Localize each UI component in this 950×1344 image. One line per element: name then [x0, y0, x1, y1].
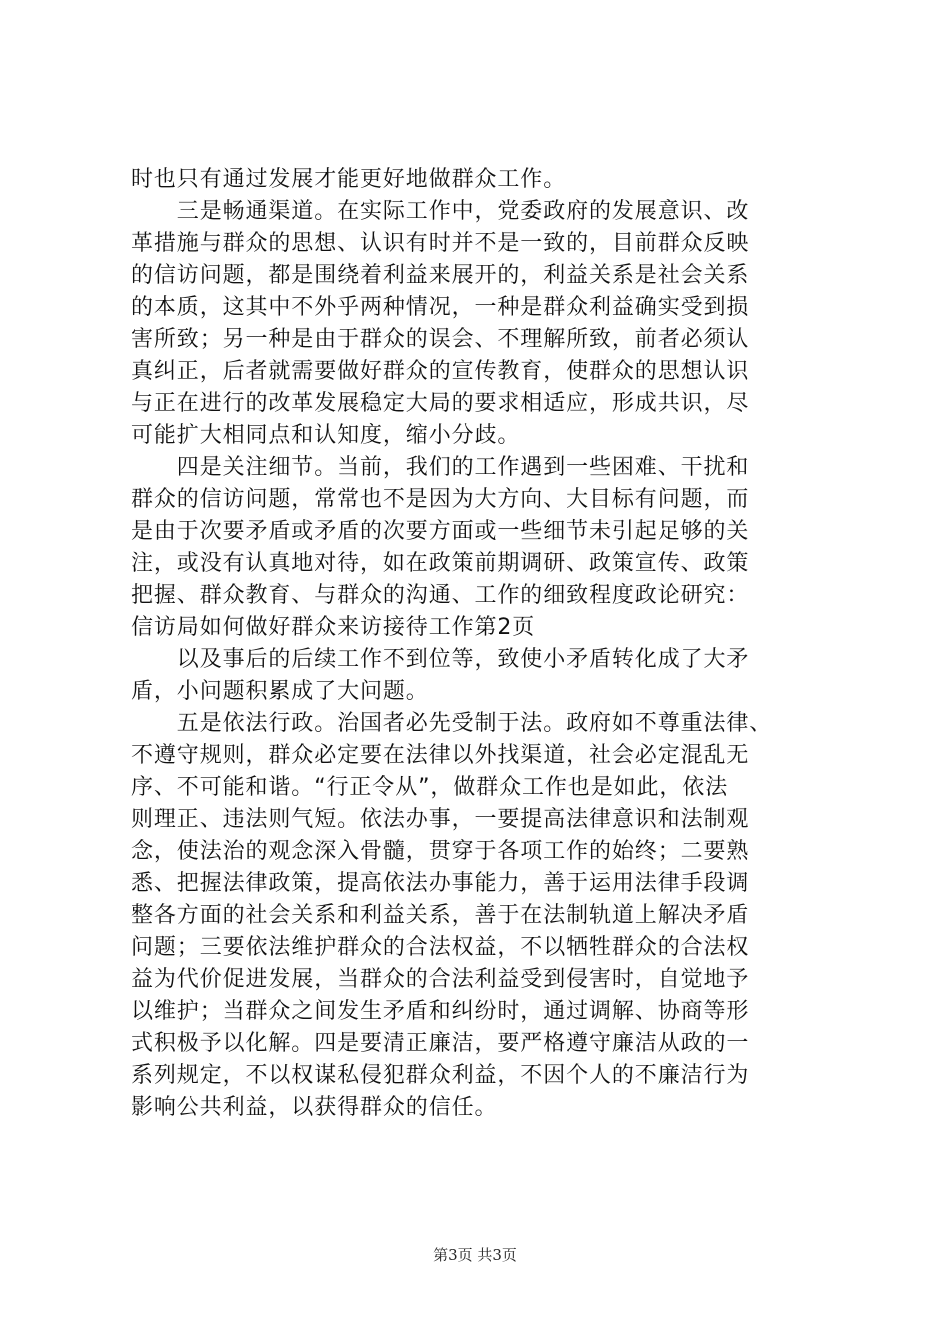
- body-text: [131, 164, 831, 1124]
- text-line: 与正在进行的改革发展稳定大局的要求相适应，形成共识，尽: [131, 391, 750, 416]
- text-line: 以及事后的后续工作不到位等，致使小矛盾转化成了大矛: [131, 647, 750, 672]
- page-footer: [0, 1244, 950, 1265]
- text-line: 问题；三要依法维护群众的合法权益，不以牺牲群众的合法权: [131, 935, 750, 960]
- text-line: 盾，小问题积累成了大问题。: [131, 679, 429, 704]
- page-number-label: 第3页 共3页: [433, 1246, 517, 1264]
- text-line: 式积极予以化解。四是要清正廉洁，要严格遵守廉洁从政的一: [131, 1031, 750, 1056]
- text-line: 注，或没有认真地对待，如在政策前期调研、政策宣传、政策: [131, 551, 750, 576]
- text-line: 把握、群众教育、与群众的沟通、工作的细致程度政论研究：: [131, 583, 750, 608]
- text-line: 的信访问题，都是围绕着利益来展开的，利益关系是社会关系: [131, 263, 750, 288]
- text-line: 系列规定，不以权谋私侵犯群众利益，不因个人的不廉洁行为: [131, 1063, 750, 1088]
- text-line: 群众的信访问题，常常也不是因为大方向、大目标有问题，而: [131, 487, 750, 512]
- text-line: 是由于次要矛盾或矛盾的次要方面或一些细节未引起足够的关: [131, 519, 750, 544]
- text-line: 不遵守规则，群众必定要在法律以外找渠道，社会必定混乱无: [131, 743, 750, 768]
- text-line: 革措施与群众的思想、认识有时并不是一致的，目前群众反映: [131, 231, 750, 256]
- text-line: 五是依法行政。治国者必先受制于法。政府如不尊重法律、: [131, 711, 773, 736]
- text-line: 念，使法治的观念深入骨髓，贯穿于各项工作的始终；二要熟: [131, 839, 750, 864]
- text-line: 时也只有通过发展才能更好地做群众工作。: [131, 167, 567, 192]
- text-line: 害所致；另一种是由于群众的误会、不理解所致，前者必须认: [131, 327, 750, 352]
- text-line: 影响公共利益，以获得群众的信任。: [131, 1095, 498, 1120]
- text-line: 四是关注细节。当前，我们的工作遇到一些困难、干扰和: [131, 455, 750, 480]
- text-line: 益为代价促进发展，当群众的合法利益受到侵害时，自觉地予: [131, 967, 750, 992]
- text-line: 序、不可能和谐。“行正令从”，做群众工作也是如此，依法: [131, 775, 729, 800]
- text-line: 的本质，这其中不外乎两种情况，一种是群众利益确实受到损: [131, 295, 750, 320]
- text-line: 三是畅通渠道。在实际工作中，党委政府的发展意识、改: [131, 199, 750, 224]
- text-line: 可能扩大相同点和认知度，缩小分歧。: [131, 423, 521, 448]
- text-line: 整各方面的社会关系和利益关系，善于在法制轨道上解决矛盾: [131, 903, 750, 928]
- text-line: 悉、把握法律政策，提高依法办事能力，善于运用法律手段调: [131, 871, 750, 896]
- text-line: 信访局如何做好群众来访接待工作第2页: [131, 615, 536, 640]
- text-line: 则理正、违法则气短。依法办事，一要提高法律意识和法制观: [131, 807, 750, 832]
- text-line: 真纠正，后者就需要做好群众的宣传教育，使群众的思想认识: [131, 359, 750, 384]
- text-line: 以维护；当群众之间发生矛盾和纠纷时，通过调解、协商等形: [131, 999, 750, 1024]
